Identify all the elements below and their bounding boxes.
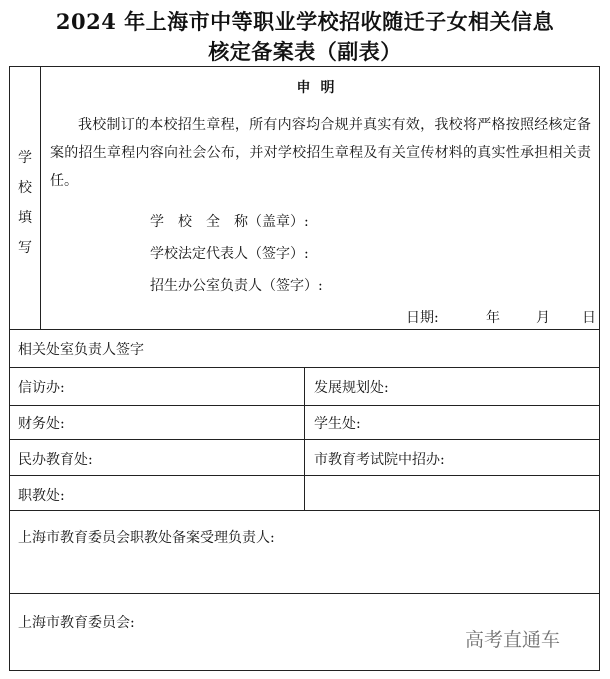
declaration-text: 我校制订的本校招生章程，所有内容均合规并真实有效，我校将严格按照经核定备案的招生章程内容向社会公布，并对学校招生章程及有关宣传材料的真实性承担相关责任。: [50, 117, 591, 189]
watermark-text: 高考直通车: [465, 629, 561, 651]
xuesheng-signature-field: 学生处:: [314, 416, 361, 432]
date-label: 日期:: [406, 310, 439, 326]
zhijiao-signature-field: 职教处:: [18, 488, 65, 504]
date-month: 月: [536, 310, 550, 326]
side-label-char-3: 填: [18, 210, 32, 226]
side-column-divider: [40, 67, 41, 329]
side-label-char-4: 写: [18, 240, 32, 256]
caiwu-signature-field: 财务处:: [18, 416, 65, 432]
fazhan-signature-field: 发展规划处:: [314, 380, 389, 396]
kaoshi-signature-field: 市教育考试院中招办:: [314, 452, 445, 468]
minban-signature-field: 民办教育处:: [18, 452, 93, 468]
registrar-signature-field: 上海市教育委员会职教处备案受理负责人:: [18, 530, 275, 546]
form-title-line1: 2024 年上海市中等职业学校招收随迁子女相关信息: [55, 9, 555, 34]
commission-signature-field: 上海市教育委员会:: [18, 615, 135, 631]
side-label-char-2: 校: [18, 180, 32, 196]
side-label-char-1: 学: [18, 150, 32, 166]
school-name-seal-field: 学 校 全 称（盖章）:: [150, 214, 309, 230]
admission-head-signature-field: 招生办公室负责人（签字）:: [150, 278, 323, 294]
legal-rep-signature-field: 学校法定代表人（签字）:: [150, 246, 309, 262]
registration-form-table: [9, 66, 600, 671]
xinfang-signature-field: 信访办:: [18, 380, 65, 396]
date-day: 日: [582, 310, 596, 326]
declaration-heading: 申明: [296, 80, 345, 96]
form-title-line2: 核定备案表（副表）: [208, 39, 402, 64]
date-year: 年: [486, 310, 500, 326]
row-divider: [10, 329, 599, 330]
department-signature-heading: 相关处室负责人签字: [18, 342, 144, 358]
department-column-divider: [304, 367, 305, 510]
row-divider: [10, 593, 599, 594]
row-divider: [10, 510, 599, 511]
